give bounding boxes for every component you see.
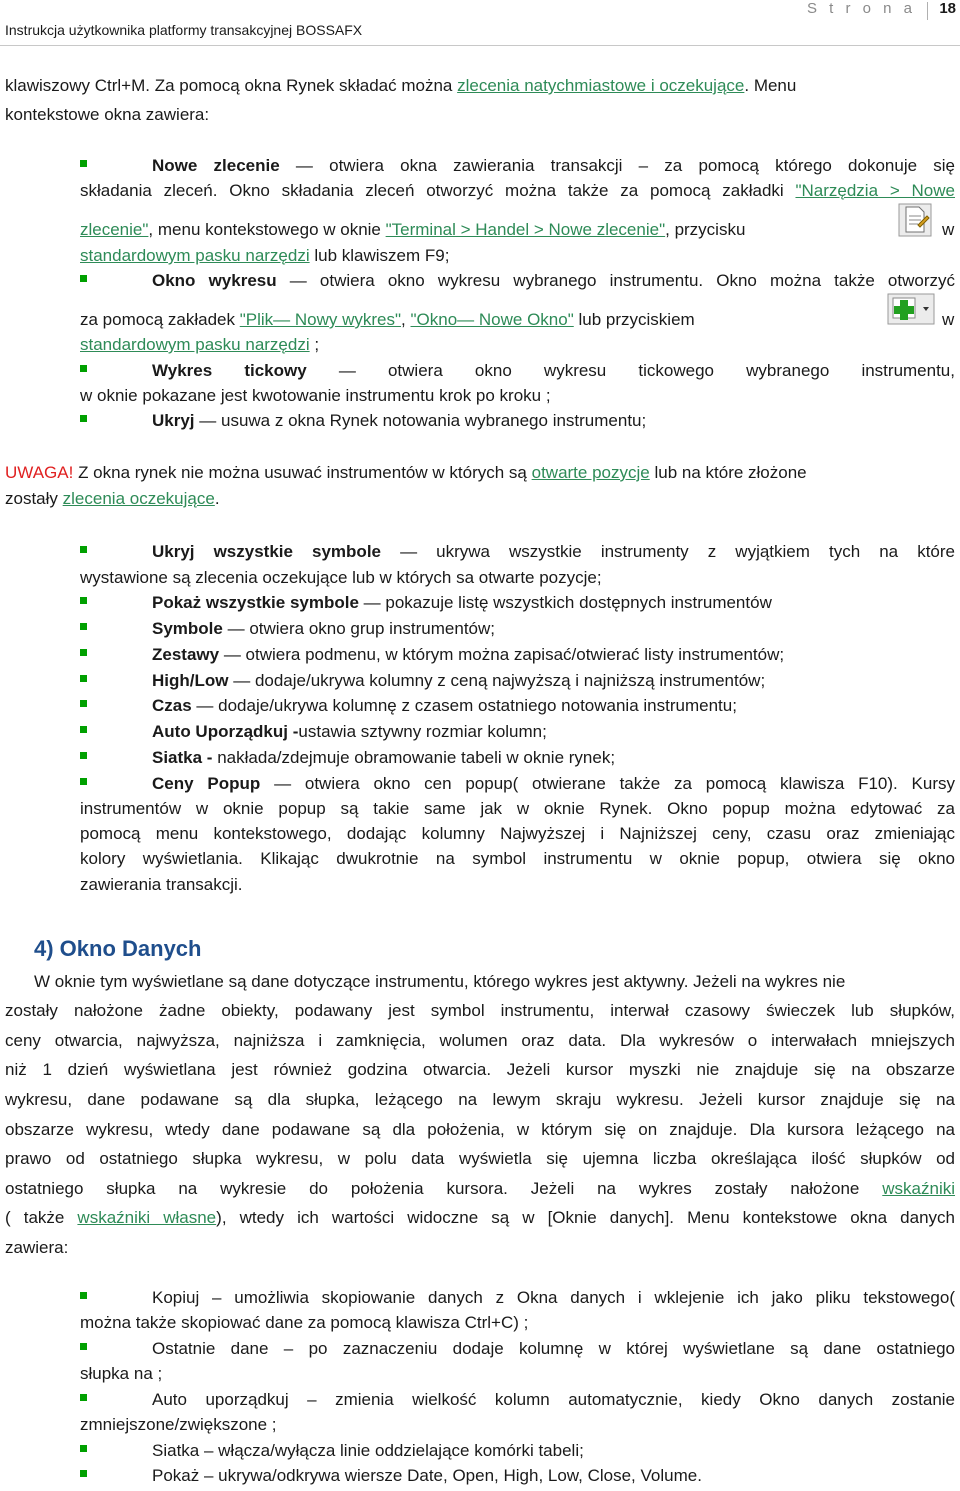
bullet: [80, 649, 87, 656]
list2-item: [152, 670, 765, 692]
item-text: za pomocą zakładek: [80, 310, 235, 329]
list2-item: [152, 747, 615, 769]
link-zlecenia[interactable]: zlecenia natychmiastowe i oczekujące: [457, 76, 745, 95]
item-desc: — otwiera okno grup instrumentów;: [227, 619, 495, 638]
section-line-10: zawiera:: [5, 1238, 69, 1257]
warning-text: lub na które złożone: [654, 463, 807, 482]
new-chart-icon[interactable]: [887, 293, 935, 325]
item-text: składania zleceń. Okno składania zleceń otworzyć można także za pomocą zakładki: [80, 181, 784, 200]
bullet: [80, 546, 87, 553]
auto-line-1: Auto uporządkuj – zmienia wielkość kolumn automatycznie, kiedy Okno danych zostanie: [152, 1390, 955, 1409]
list2-item: [152, 618, 495, 640]
section-line-9: [5, 1207, 955, 1229]
bullet: [80, 597, 87, 604]
auto-line-2: zmniejszone/zwiększone ;: [80, 1415, 277, 1434]
okno-wykresu-line-3: [80, 334, 319, 356]
section-line-7: prawo od ostatniego słupka wykresu, w polu data wyświetla się ujemna liczba określająca ilość słupków od: [5, 1149, 955, 1168]
link-zlecenia-oczekujace[interactable]: zlecenia oczekujące: [62, 489, 215, 508]
header-separator: [927, 2, 928, 20]
bullet: [80, 675, 87, 682]
bullet: [80, 752, 87, 759]
bullet: [80, 160, 87, 167]
nowe-zlecenie-w: w: [942, 220, 955, 239]
section-line-6: obszarze wykresu, wtedy dane podawane są dla położenia, w którym się on znajduje. Dla kursora leżącego na: [5, 1120, 955, 1139]
list2-item: [152, 695, 737, 717]
item-desc: ustawia sztywny rozmiar kolumn;: [298, 722, 547, 741]
wykres-tickowy-line-1: [152, 360, 955, 382]
kopiuj-line-1: Kopiuj – umożliwia skopiowanie danych z Okna danych i wklejenie ich jako pliku tekstowego(: [152, 1288, 955, 1307]
pokaz-line: Pokaż – ukrywa/odkrywa wiersze Date, Open, High, Low, Close, Volume.: [152, 1466, 702, 1485]
item-name: Okno wykresu: [152, 271, 277, 290]
intro-line-1: [5, 75, 796, 97]
warning-text: Z okna rynek nie można usuwać instrumentów w których są: [78, 463, 527, 482]
link-narzedzia[interactable]: "Narzędzia > Nowe: [795, 181, 955, 200]
link-standardowym-pasku[interactable]: standardowym pasku narzędzi: [80, 246, 310, 265]
item-text: ,: [401, 310, 406, 329]
new-order-icon[interactable]: [898, 203, 932, 237]
warning-text: zostały: [5, 489, 58, 508]
item-name: Czas: [152, 696, 192, 715]
item-desc: — usuwa z okna Rynek notowania wybranego instrumentu;: [199, 411, 647, 430]
ceny-popup-line-1: [152, 773, 955, 795]
item-name: Siatka -: [152, 748, 213, 767]
item-text: , przycisku: [665, 220, 746, 239]
list2-item: [152, 721, 547, 743]
item-text: lub klawiszem F9;: [314, 246, 450, 265]
nowe-zlecenie-line-3: [80, 219, 745, 241]
list2-item: [152, 592, 772, 614]
bullet: [80, 778, 87, 785]
intro-text-end: . Menu: [744, 76, 797, 95]
nowe-zlecenie-line-1: [152, 155, 955, 177]
kopiuj-line-2: można także skopiować dane za pomocą klawisza Ctrl+C) ;: [80, 1313, 529, 1332]
section-text: ), wtedy ich wartości widoczne są w [Oknie danych]. Menu kontekstowe okna danych: [216, 1208, 955, 1227]
section-line-4: niż 1 dzień wyświetlana jest również godzina otwarcia. Jeżeli kursor myszki nie znajduje się na obszarze: [5, 1060, 955, 1079]
page-number: 18: [939, 0, 956, 17]
warning-text: .: [214, 489, 220, 508]
item-text: ;: [314, 335, 320, 354]
item-desc: — otwiera okno wykresu wybranego instrumentu. Okno można także otworzyć: [289, 271, 955, 290]
header-rule: [0, 45, 960, 46]
item-name: Ukryj wszystkie symbole: [152, 542, 381, 561]
link-otwarte-pozycje[interactable]: otwarte pozycje: [531, 463, 650, 482]
link-standardowym-pasku-2[interactable]: standardowym pasku narzędzi: [80, 335, 310, 354]
warning-line-1: [5, 462, 807, 484]
ukryj-line-1: [152, 410, 646, 432]
item-name: Ceny Popup: [152, 774, 261, 793]
bullet: [80, 1343, 87, 1350]
document-header-title: Instrukcja użytkownika platformy transakcyjnej BOSSAFX: [5, 22, 363, 38]
list2-item: [152, 644, 784, 666]
bullet: [80, 1292, 87, 1299]
bullet: [80, 1394, 87, 1401]
item-text: lub przyciskiem: [578, 310, 695, 329]
siatka-line: Siatka – włącza/wyłącza linie oddzielające komórki tabeli;: [152, 1441, 584, 1460]
item-desc: — otwiera okno cen popup( otwierane także za pomocą klawisza F10). Kursy: [274, 774, 955, 793]
item-name: Ukryj: [152, 411, 195, 430]
bullet: [80, 726, 87, 733]
bullet: [80, 700, 87, 707]
item-desc: nakłada/zdejmuje obramowanie tabeli w oknie rynek;: [217, 748, 616, 767]
bullet: [80, 365, 87, 372]
item-desc: — dodaje/ukrywa kolumnę z czasem ostatniego notowania instrumentu;: [196, 696, 737, 715]
section-line-1: W oknie tym wyświetlane są dane dotyczące instrumentu, którego wykres jest aktywny. Jeżeli na wykres nie: [34, 972, 846, 991]
bullet: [80, 1470, 87, 1477]
bullet: [80, 623, 87, 630]
section-line-2: zostały nałożone żadne obiekty, podawany jest symbol instrumentu, interwał czasowy świeczek lub słupków,: [5, 1001, 955, 1020]
link-wskazniki[interactable]: wskaźniki: [882, 1179, 956, 1198]
item-name: Zestawy: [152, 645, 220, 664]
item-text: , menu kontekstowego w oknie: [148, 220, 381, 239]
link-terminal[interactable]: "Terminal > Handel > Nowe zlecenie": [385, 220, 666, 239]
ceny-popup-line-5: zawierania transakcji.: [80, 875, 243, 894]
ostatnie-line-2: słupka na ;: [80, 1364, 163, 1383]
section-line-3: ceny otwarcia, najwyższa, najniższa i zamknięcia, wolumen oraz data. Dla wykresów o interwałach mniejszych: [5, 1031, 955, 1050]
ukryj-wszystkie-line-2: wystawione są zlecenia oczekujące lub w których sa otwarte pozycje;: [80, 568, 602, 587]
item-name: Symbole: [152, 619, 223, 638]
ceny-popup-line-3: pomocą menu kontekstowego, dodając kolumny Najwyższej i Najniższej ceny, czasu oraz zmieniając: [80, 824, 955, 843]
item-name: Wykres tickowy: [152, 361, 307, 380]
item-desc: — dodaje/ukrywa kolumny z ceną najwyższą i najniższą instrumentów;: [233, 671, 766, 690]
ceny-popup-line-4: kolory wyświetlania. Klikając dwukrotnie na symbol instrumentu w oknie popup, otwiera się okno: [80, 849, 955, 868]
warning-label: UWAGA!: [5, 463, 74, 482]
item-name: Nowe zlecenie: [152, 156, 280, 175]
section-line-8: [5, 1178, 955, 1200]
ceny-popup-line-2: instrumentów w oknie popup są takie same jak w oknie Rynek. Okno popup można edytować za: [80, 799, 955, 818]
okno-wykresu-line-2: [80, 309, 695, 331]
ukryj-wszystkie-line-1: [152, 541, 955, 563]
nowe-zlecenie-line-4: [80, 245, 449, 267]
item-desc: — otwiera okna zawierania transakcji – za pomocą którego dokonuje się: [295, 156, 955, 175]
item-name: Pokaż wszystkie symbole: [152, 593, 359, 612]
section-text: ( także: [5, 1208, 65, 1227]
section-text: ostatniego słupka na wykresie do położenia kursora. Jeżeli na wykres zostały nałożone: [5, 1179, 860, 1198]
item-desc: — pokazuje listę wszystkich dostępnych instrumentów: [363, 593, 772, 612]
bullet: [80, 1445, 87, 1452]
item-name: Auto Uporządkuj -: [152, 722, 299, 741]
intro-line-2: kontekstowe okna zawiera:: [5, 105, 210, 124]
item-name: High/Low: [152, 671, 229, 690]
page-label: S t r o n a: [806, 0, 916, 17]
intro-text: klawiszowy Ctrl+M. Za pomocą okna Rynek składać można: [5, 76, 453, 95]
bullet: [80, 275, 87, 282]
ostatnie-line-1: Ostatnie dane – po zaznaczeniu dodaje kolumnę w której wyświetlane są dane ostatniego: [152, 1339, 955, 1358]
nowe-zlecenie-line-2: [80, 180, 955, 202]
wykres-tickowy-line-2: w oknie pokazane jest kwotowanie instrumentu krok po kroku ;: [80, 386, 551, 405]
bullet: [80, 415, 87, 422]
section-line-5: wykresu, dane podawane są dla słupka, leżącego na lewym skraju wykresu. Jeżeli kursor znajduje się na: [5, 1090, 955, 1109]
section-heading: 4) Okno Danych: [34, 936, 202, 961]
okno-wykresu-line-1: [152, 270, 955, 292]
okno-wykresu-w: w: [942, 310, 955, 329]
warning-line-2: [5, 488, 220, 510]
item-desc: — otwiera okno wykresu tickowego wybranego instrumentu,: [338, 361, 955, 380]
link-zlecenie[interactable]: zlecenie": [80, 220, 149, 239]
item-desc: — ukrywa wszystkie instrumenty z wyjątkiem tych na które: [400, 542, 955, 561]
link-plik-nowy-wykres[interactable]: "Plik— Nowy wykres": [239, 310, 402, 329]
item-desc: — otwiera podmenu, w którym można zapisać/otwierać listy instrumentów;: [223, 645, 785, 664]
link-wskazniki-wlasne[interactable]: wskaźniki własne: [77, 1208, 217, 1227]
link-okno-nowe-okno[interactable]: "Okno— Nowe Okno": [410, 310, 574, 329]
